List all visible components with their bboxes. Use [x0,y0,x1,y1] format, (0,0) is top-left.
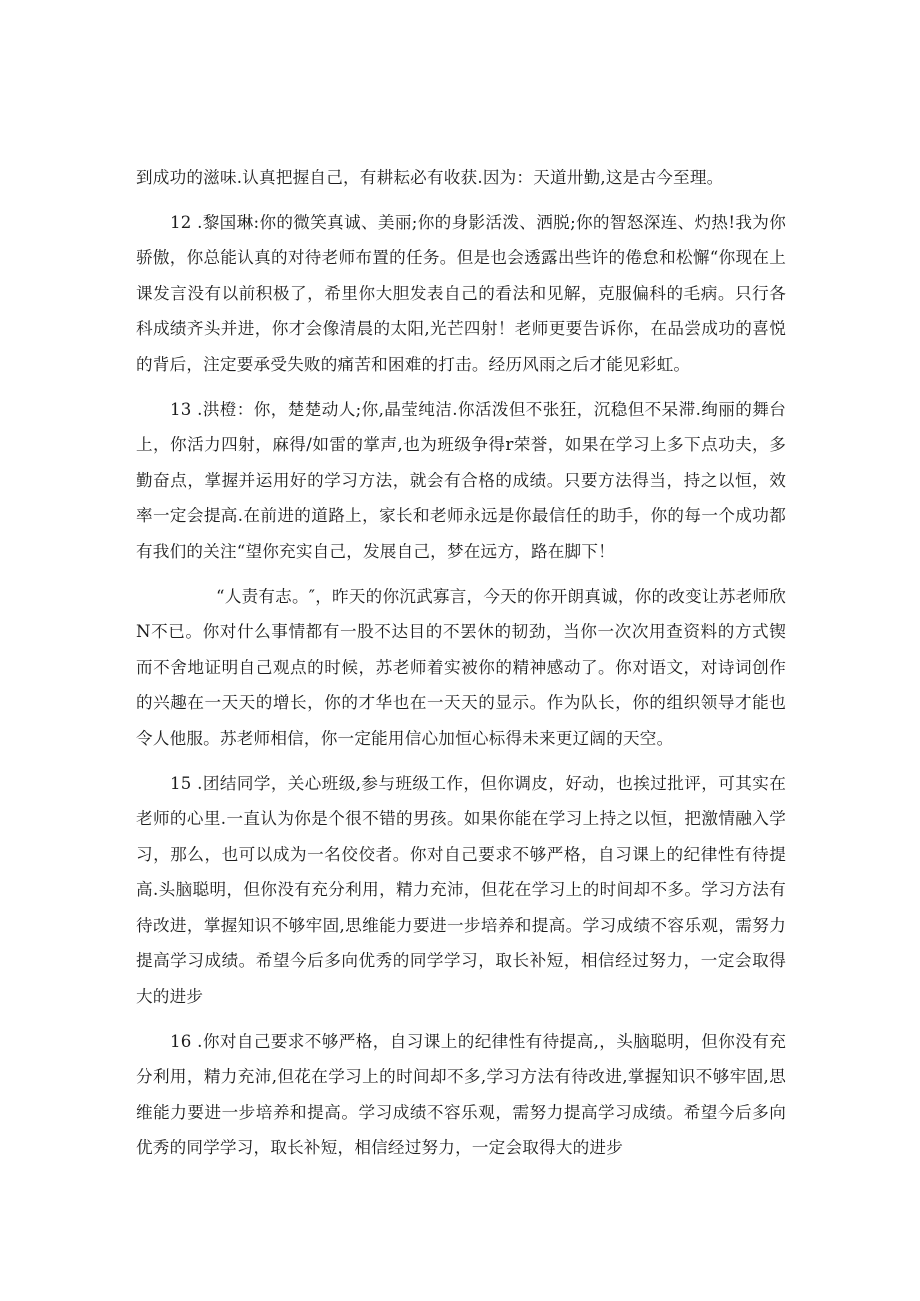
paragraph-quote: “人责有志。″，昨天的你沉武寡言，今天的你开朗真诚，你的改变让苏老师欣N不已。你对什么事情都有一股不达目的不罢休的韧劲，当你一次次用查资料的方式锲而不舍地证明自己观点的时候，苏老师着实被你的精神感动了。你对语文，对诗词创作的兴趣在一天天的增长，你的才华也在一天天的显示。作为队长，你的组织领导才能也令人他服。苏老师相信，你一定能用信心加恒心标得未来更辽阔的天空。 [136,586,786,748]
document-body [136,160,786,1175]
paragraph-item-13: 13 .洪橙：你，楚楚动人;你,晶莹纯洁.你活泼但不张狂，沉稳但不呆滞.绚丽的舞台上，你活力四射，麻得/如雷的掌声,也为班级争得r荣誉，如果在学习上多下点功夫，多勤奋点，掌握并运用好的学习方法，就会有合格的成绩。只要方法得当，持之以恒，效率一定会提高.在前进的道路上，家长和老师永远是你最信任的助手，你的每一个成功都有我们的关注“望你充实自己，发展自己，梦在远方，路在脚下！ [136,399,786,561]
paragraph-item-16: 16 .你对自己要求不够严格，自习课上的纪律性有待提高,，头脑聪明，但你没有充分利用，精力充沛,但花在学习上的时间却不多,学习方法有待改进,掌握知识不够牢固,思维能力要进一步培养和提高。学习成绩不容乐观，需努力提高学习成绩。希望今后多向优秀的同学学习，取长补短，相信经过努力，一定会取得大的进步 [136,1031,786,1158]
paragraph-item-15: 15 .团结同学，关心班级,参与班级工作，但你调皮，好动，也挨过批评，可其实在老师的心里.一直认为你是个很不错的男孩。如果你能在学习上持之以恒，把激情融入学习，那么，也可以成为一名佼佼者。你对自己要求不够严格，自习课上的纪律性有待提高.头脑聪明，但你没有充分利用，精力充沛，但花在学习上的时间却不多。学习方法有待改进，掌握知识不够牢固,思维能力要进一步培养和提高。学习成绩不容乐观，需努力提高学习成绩。希望今后多向优秀的同学学习，取长补短，相信经过努力，一定会取得大的进步 [136,773,786,1007]
paragraph-continuation: 到成功的滋味.认真把握自己，有耕耘必有收获.因为：天道卅勤,这是古今至理。 [136,168,724,187]
paragraph-item-12: 12 .黎国琳:你的微笑真诚、美丽;你的身影活泼、洒脱;你的智怒深连、灼热!我为你骄傲，你总能认真的对待老师布置的任务。但是也会透露出些许的倦怠和松懈“你现在上课发言没有以前积极了，希里你大胆发表自己的看法和见解，克服偏科的毛病。只行各科成绩齐头并进，你才会像清晨的太阳,光芒四射！老师更要告诉你，在品尝成功的喜悦的背后，注定要承受失败的痛苦和困难的打击。经历风雨之后才能见彩虹。 [136,212,786,374]
